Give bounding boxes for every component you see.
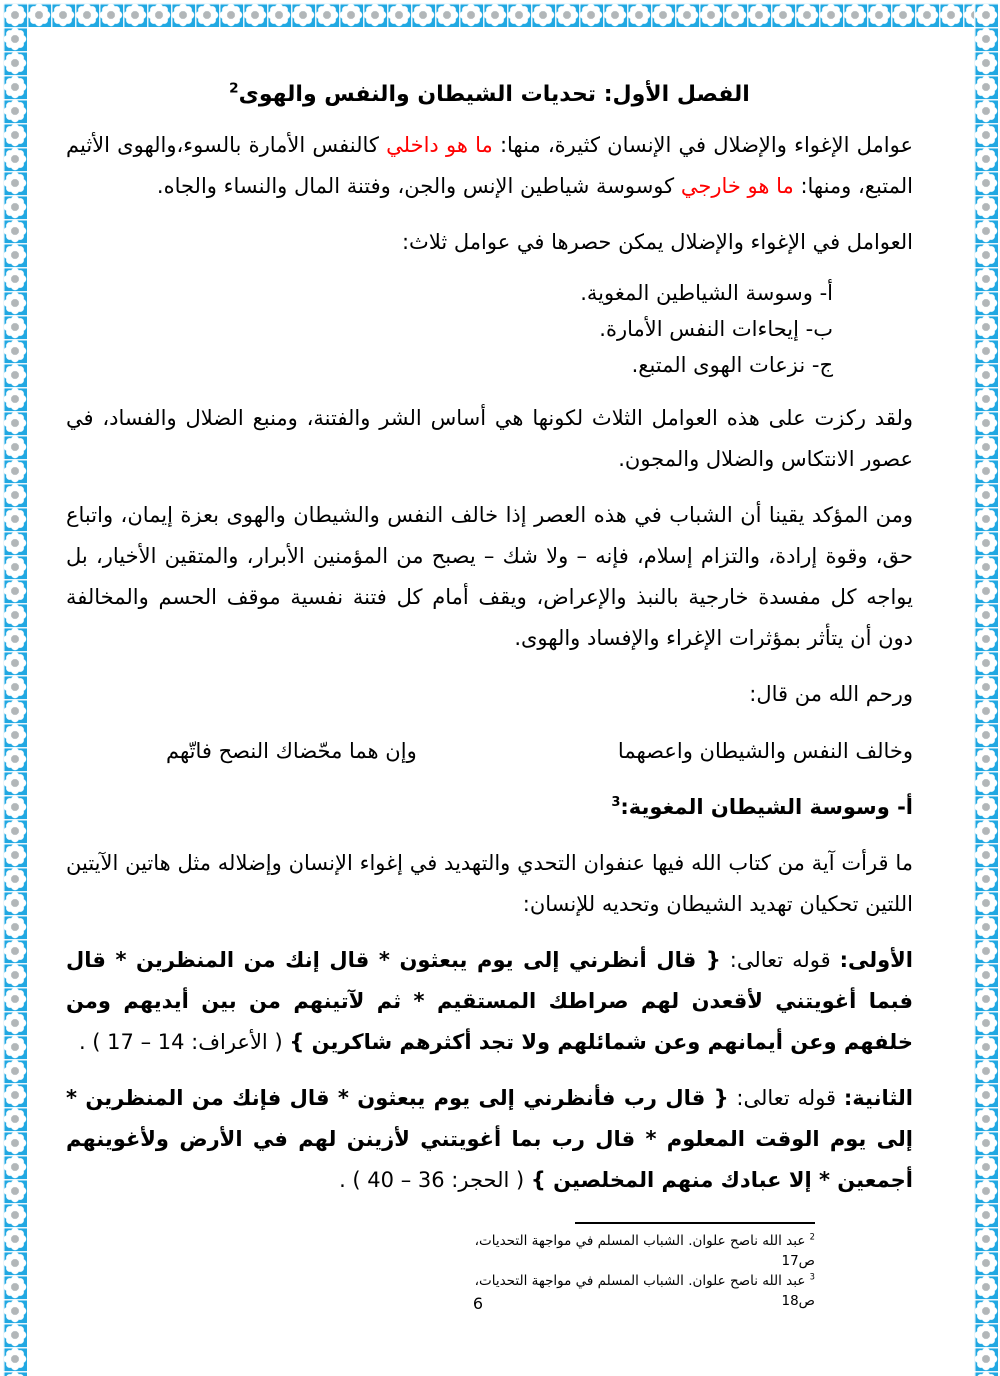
footnote-ref-2: 2 xyxy=(229,80,239,97)
quran-quote-first xyxy=(66,940,913,1063)
paragraph-youth-certainty: ومن المؤكد يقينا أن الشباب في هذه العصر إذا خالف النفس والشيطان والهوى بعزة إيمان، واتباع حق، وقوة إرادة، والتزام إسلام، فإنه – ولا شك – يصبح من المؤمنين الأبرار، والمتقين الأخيار، بل يواجه كل مفسدة خارجية بالنبذ والإعراض، ويقف أمام كل فتنة نفسية موقف الحسم والمخالفة دون أن يتأثر بمؤثرات الإغراء والإفساد والهوى. xyxy=(66,503,913,650)
footnote-ref-3: 3 xyxy=(611,795,621,810)
p1-segment-3: كوسوسة شياطين الإنس والجن، وفتنة المال والنساء والجاه. xyxy=(156,174,681,198)
poetry-verse xyxy=(66,731,913,772)
list-item-devil-whisper: أ- وسوسة الشياطين المغوية. xyxy=(580,281,833,305)
footnote-3-marker: 3 xyxy=(809,1271,815,1282)
quote2-label: الثانية: xyxy=(843,1086,914,1110)
footnote-2-marker: 2 xyxy=(809,1231,815,1242)
footnote-3-text: عبد الله ناصح علوان. الشباب المسلم في مواجهة التحديات، ص18 xyxy=(474,1273,815,1309)
section-heading-devil-whisper xyxy=(66,787,913,828)
document-content xyxy=(66,27,913,1201)
factor-list xyxy=(66,275,913,383)
decorative-border-right xyxy=(974,3,998,1376)
list-item-self-suggestions: ب- إيحاءات النفس الأمارة. xyxy=(599,317,833,341)
quote2-intro: قوله تعالى: xyxy=(728,1086,844,1110)
list-item-desire-tendencies: ج- نزعات الهوى المتبع. xyxy=(631,353,833,377)
quote1-reference: ( الأعراف: 14 – 17 ) . xyxy=(78,1030,290,1054)
footnote-separator xyxy=(575,1222,815,1224)
p1-red-internal: ما هو داخلي xyxy=(386,133,493,157)
decorative-border-top xyxy=(3,3,998,27)
footnote-2-text: عبد الله ناصح علوان. الشباب المسلم في مواجهة التحديات، ص17 xyxy=(474,1233,815,1269)
chapter-title-text: الفصل الأول: تحديات الشيطان والنفس والهوى xyxy=(238,82,750,107)
section-heading-text: أ- وسوسة الشيطان المغوية: xyxy=(620,795,913,819)
paragraph-verses-intro: ما قرأت آية من كتاب الله فيها عنفوان التحدي والتهديد في إغواء الإنسان وإضلاله مثل هاتين الآيتين اللتين تحكيان تهديد الشيطان وتحديه للإنسان: xyxy=(66,851,913,916)
quote1-label: الأولى: xyxy=(839,948,913,972)
verse-first-hemistich: وخالف النفس والشيطان واعصهما xyxy=(617,739,913,763)
paragraph-temptation-factors xyxy=(66,125,913,207)
footnote-2 xyxy=(450,1231,815,1271)
quote1-verse-text: { قال أنظرني إلى يوم يبعثون * قال إنك من المنظرين * قال فبما أغويتني لأقعدن لهم صراطك المستقيم * ثم لآتينهم من بين أيديهم ومن خلفهم وعن أيمانهم وعن شمائلهم ولا تجد أكثرهم شاكرين } xyxy=(66,948,913,1054)
quran-quote-second xyxy=(66,1078,913,1201)
p1-segment-1: عوامل الإغواء والإضلال في الإنسان كثيرة، منها: xyxy=(492,133,914,157)
paragraph-poet-intro: ورحم الله من قال: xyxy=(749,682,913,706)
quote2-reference: ( الحجر: 36 – 40 ) . xyxy=(339,1168,531,1192)
page-number: 6 xyxy=(472,1294,484,1313)
quote1-intro: قوله تعالى: xyxy=(720,948,840,972)
p1-segment-2: كالنفس الأمارة بالسوء،والهوى الأثيم المتبع، ومنها: xyxy=(66,133,913,198)
p1-red-external: ما هو خارجي xyxy=(680,174,794,198)
quote2-verse-text: { قال رب فأنظرني إلى يوم يبعثون * قال فإنك من المنظرين * إلى يوم الوقت المعلوم * قال رب بما أغويتني لأزينن لهم في الأرض ولأغوينهم أجمعين * إلا عبادك منهم المخلصين } xyxy=(66,1086,913,1192)
paragraph-focus-reason: ولقد ركزت على هذه العوامل الثلاث لكونها هي أساس الشر والفتنة، ومنبع الضلال والفساد، في عصور الانتكاس والضلال والمجون. xyxy=(66,406,913,471)
chapter-title xyxy=(66,80,913,110)
verse-second-hemistich: وإن هما محّضاك النصح فاتّهم xyxy=(166,739,417,763)
paragraph-three-factors-intro: العوامل في الإغواء والإضلال يمكن حصرها في عوامل ثلاث: xyxy=(401,230,913,254)
decorative-border-left xyxy=(3,3,27,1376)
